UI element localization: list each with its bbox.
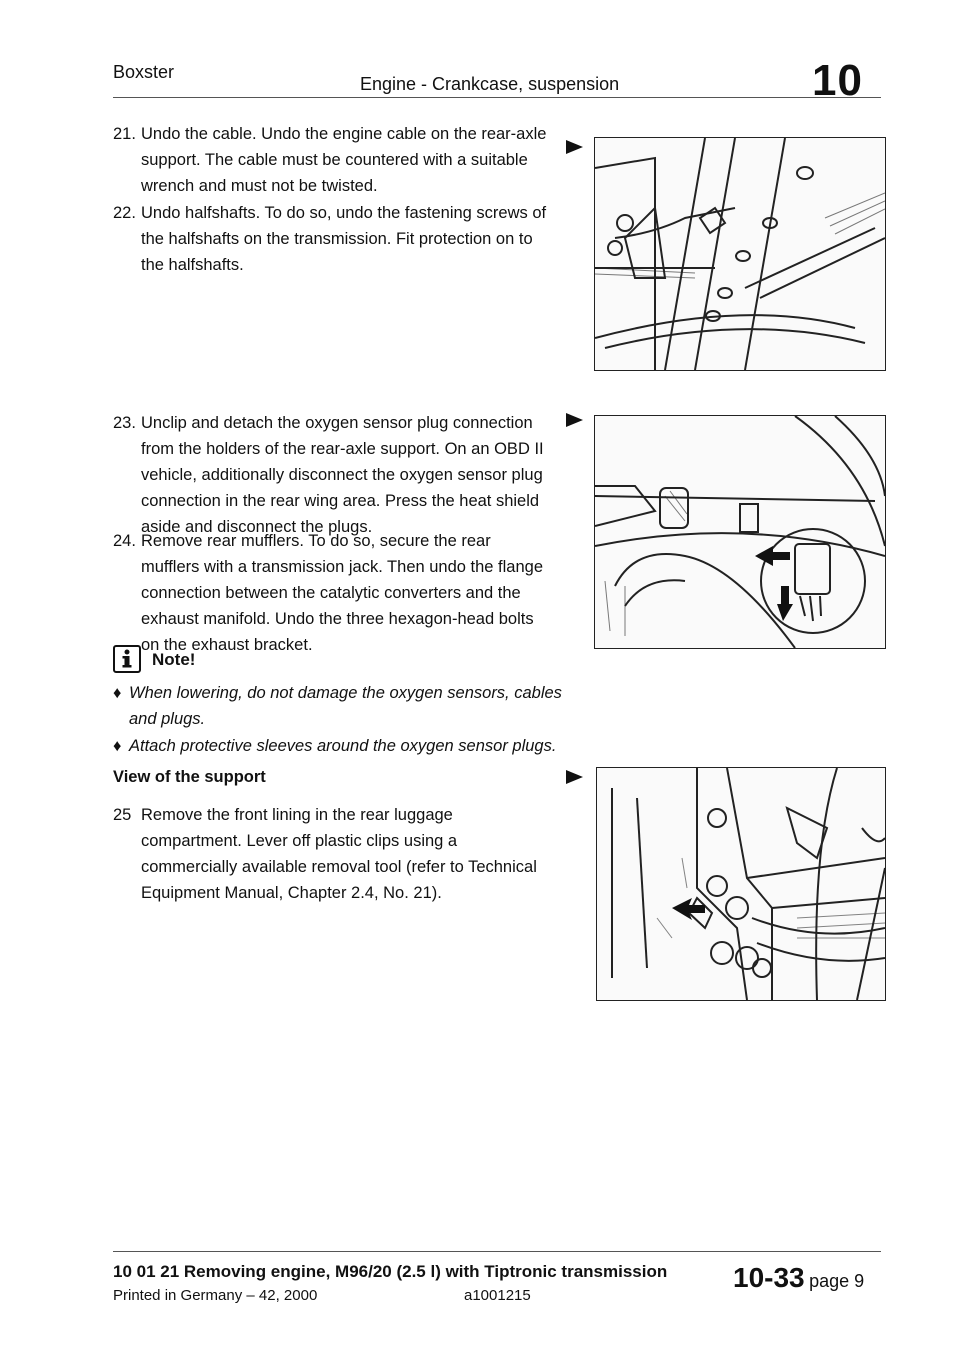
pointer-arrow-icon xyxy=(566,413,583,427)
chapter-number: 10 xyxy=(812,56,863,105)
bullet-text: When lowering, do not damage the oxygen sensors, cables and plugs. xyxy=(129,684,562,728)
step-23 xyxy=(113,410,553,536)
step-text: Unclip and detach the oxygen sensor plug connection from the holders of the rear-axle support. On an OBD II vehicle, additionally disconnect the oxygen sensor plug connection in the rear wing area. Press the heat shield aside and disconnect the plugs. xyxy=(141,414,544,536)
step-text: Undo the cable. Undo the engine cable on the rear-axle support. The cable must be countered with a suitable wrench and must not be twisted. xyxy=(141,125,547,195)
header-rule xyxy=(113,97,881,98)
header-section: Engine - Crankcase, suspension xyxy=(360,74,620,94)
page-num-main: 10-33 xyxy=(733,1262,805,1293)
page-number xyxy=(733,1262,864,1294)
step-number: 24. xyxy=(113,532,136,550)
illustration-support xyxy=(597,768,885,1000)
step-number: 21. xyxy=(113,125,136,143)
bullet-text: Attach protective sleeves around the oxygen sensor plugs. xyxy=(129,737,557,755)
figure-cable-halfshaft xyxy=(594,137,886,371)
bullet-diamond-icon: ♦ xyxy=(113,684,122,702)
step-22 xyxy=(113,200,553,280)
step-text: Remove the front lining in the rear luggage compartment. Lever off plastic clips using a commercially available removal tool (refer to Technical Equipment Manual, Chapter 2.4, No. 21). xyxy=(141,806,537,902)
bullet-diamond-icon: ♦ xyxy=(113,737,122,755)
footer-code: a1001215 xyxy=(464,1287,531,1304)
illustration-oxygen-sensor xyxy=(595,416,885,648)
pointer-arrow-icon xyxy=(566,140,583,154)
step-number: 23. xyxy=(113,414,136,432)
illustration-cable xyxy=(595,138,885,370)
note-bullet xyxy=(113,680,573,736)
step-24 xyxy=(113,528,553,654)
step-25 xyxy=(113,802,563,912)
step-number: 22. xyxy=(113,204,136,222)
step-21 xyxy=(113,121,553,201)
note-label: Note! xyxy=(152,650,196,669)
footer-rule xyxy=(113,1251,881,1252)
header-model: Boxster xyxy=(113,62,175,82)
figure-support-view xyxy=(596,767,886,1001)
footer-printed: Printed in Germany – 42, 2000 xyxy=(113,1287,318,1304)
step-number: 25 xyxy=(113,806,132,824)
step-text: Remove rear mufflers. To do so, secure the rear mufflers with a transmission jack. Then undo the flange connection between the catalytic converters and the exhaust manifold. Undo the three hexagon-head bolts on the exhaust bracket. xyxy=(141,532,544,654)
info-icon xyxy=(113,645,141,673)
step-text: Undo halfshafts. To do so, undo the fastening screws of the halfshafts on the transmission. Fit protection on to the halfshafts. xyxy=(141,204,547,274)
footer-title: 10 01 21 Removing engine, M96/20 (2.5 l) with Tiptronic transmission xyxy=(113,1262,668,1281)
note-bullet xyxy=(113,733,573,761)
page-num-label: page 9 xyxy=(809,1271,865,1291)
pointer-arrow-icon xyxy=(566,770,583,784)
section-title: View of the support xyxy=(113,768,266,786)
info-icon-glyph xyxy=(115,647,139,671)
figure-oxygen-sensor xyxy=(594,415,886,649)
